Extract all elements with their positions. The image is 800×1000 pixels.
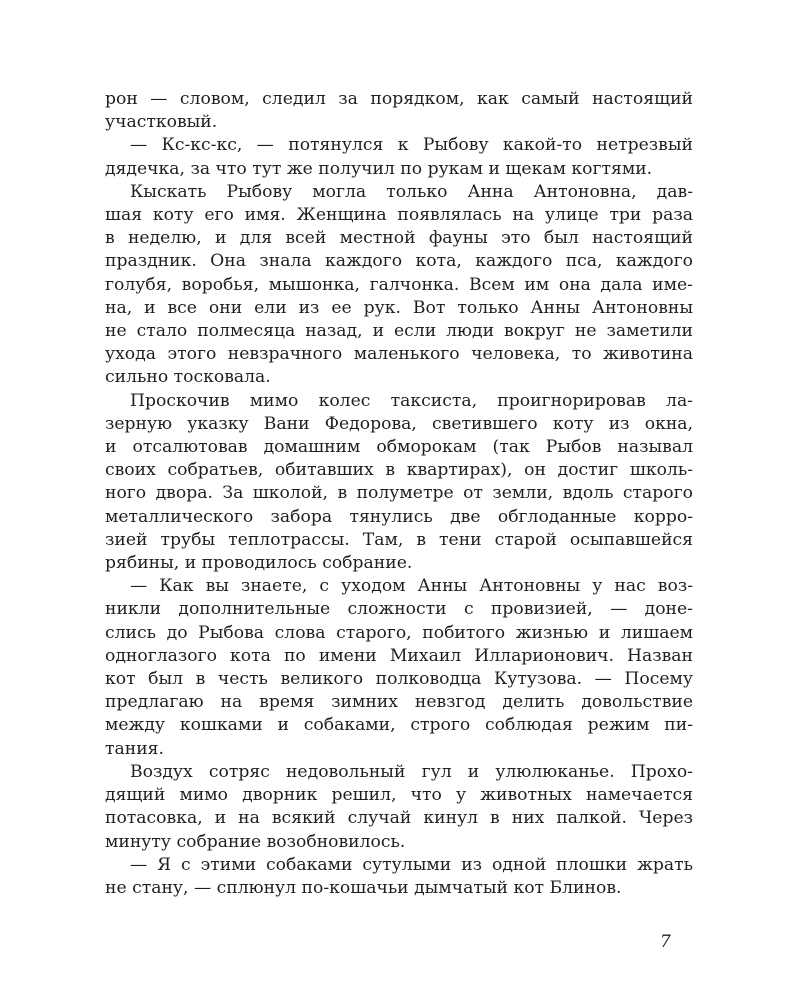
text-line: не стало полмесяца назад, и если люди вокруг не заметили [105,321,693,342]
text-line: минуту собрание возобновилось. [105,831,406,852]
text-line: на, и все они ели из ее рук. Вот только Анны Антоновны [105,297,693,318]
paragraph [105,854,693,900]
text-line: зией трубы теплотрассы. Там, в тени старой осыпавшейся [105,529,693,550]
text-line: участковый. [105,112,218,133]
text-line: тания. [105,738,164,759]
text-line: и отсалютовав домашним обморокам (так Рыбов называл [105,437,693,458]
text-line: праздник. Она знала каждого кота, каждого пса, каждого [105,251,693,272]
text-line: зерную указку Вани Федорова, светившего коту из окна, [105,413,693,434]
paragraph [105,134,693,180]
text-line: своих собратьев, обитавших в квартирах), он достиг школь- [105,460,693,481]
text-line: шая коту его имя. Женщина появлялась на улице три раза [105,205,693,226]
page-number: 7 [660,932,671,952]
text-line: в неделю, и для всей местной фауны это был настоящий [105,228,693,249]
text-line: ного двора. За школой, в полуметре от земли, вдоль старого [105,483,693,504]
text-line: предлагаю на время зимних невзгод делить довольствие [105,692,693,713]
text-line: рон — словом, следил за порядком, как самый настоящий [105,89,693,109]
text-line: никли дополнительные сложности с провизией, — доне- [105,599,693,620]
text-line: потасовка, и на всякий случай кинул в них палкой. Через [105,808,693,829]
paragraph [105,761,693,854]
paragraph [105,575,693,761]
page-body [105,88,693,900]
text-line: рябины, и проводилось собрание. [105,553,413,574]
text-line: ухода этого невзрачного маленького человека, то животина [105,344,693,365]
paragraph [105,390,693,576]
text-line: дящий мимо дворник решил, что у животных намечается [105,785,693,806]
text-line: дядечка, за что тут же получил по рукам и щекам когтями. [105,158,653,179]
text-line: одноглазого кота по имени Михаил Илларионович. Назван [105,645,693,666]
paragraph [105,181,693,390]
paragraph [105,88,693,134]
text-line: Проскочив мимо колес таксиста, проигнорировав ла- [130,390,693,411]
text-line: металлического забора тянулись две обглоданные корро- [105,506,693,527]
text-line: сильно тосковала. [105,367,271,388]
text-line: — Кс-кс-кс, — потянулся к Рыбову какой-то нетрезвый [130,135,693,156]
text-line: голубя, воробья, мышонка, галчонка. Всем им она дала име- [105,274,693,295]
text-line: Воздух сотряс недовольный гул и улюлюканье. Прохо- [130,761,693,782]
text-line: кот был в честь великого полководца Кутузова. — Посему [105,669,693,690]
text-line: не стану, — сплюнул по-кошачьи дымчатый кот Блинов. [105,877,622,898]
text-line: между кошками и собаками, строго соблюдая режим пи- [105,715,693,736]
text-line: — Я с этими собаками сутулыми из одной плошки жрать [130,854,693,875]
text-line: слись до Рыбова слова старого, побитого жизнью и лишаем [105,622,693,643]
text-line: Кыскать Рыбову могла только Анна Антоновна, дав- [130,181,693,202]
text-line: — Как вы знаете, с уходом Анны Антоновны у нас воз- [130,576,693,597]
